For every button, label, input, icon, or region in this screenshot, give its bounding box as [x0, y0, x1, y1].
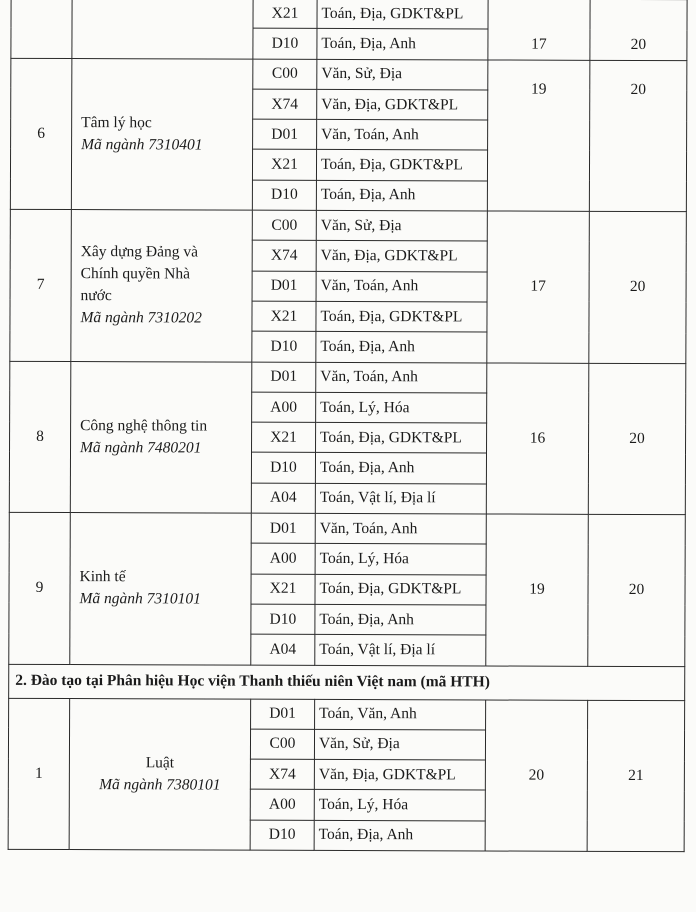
row-number-cell: 8: [9, 361, 71, 513]
combination-subjects-cell: Toán, Địa, Anh: [316, 180, 487, 211]
score-cell-1: 19: [487, 60, 590, 212]
combination-code-cell: X21: [252, 301, 316, 332]
combination-code-cell: D10: [252, 331, 316, 362]
score-cell-1: 20: [485, 700, 588, 852]
score-cell-1: 17: [487, 211, 590, 363]
section-title: 2. Đào tạo tại Phân hiệu Học viện Thanh thiếu niên Việt nam (mã HTH): [9, 664, 685, 700]
major-code: Mã ngành 7480201: [79, 438, 202, 457]
combination-subjects-cell: Toán, Vật lí, Địa lí: [315, 635, 486, 666]
combination-subjects-cell: Toán, Địa, Anh: [316, 332, 487, 363]
combination-code-cell: D01: [252, 362, 316, 393]
combination-code-cell: C00: [250, 729, 314, 760]
combination-code-cell: D01: [251, 513, 315, 544]
combination-subjects-cell: Văn, Toán, Anh: [316, 271, 487, 302]
section-row: [9, 664, 685, 700]
major-name: Xây dựng Đảng và: [80, 243, 199, 261]
major-name: Chính quyền Nhà: [80, 265, 191, 283]
combination-code-cell: D10: [253, 28, 317, 59]
combination-subjects-cell: Văn, Toán, Anh: [315, 513, 486, 544]
combination-subjects-cell: Văn, Sử, Địa: [316, 210, 487, 241]
combination-code-cell: C00: [253, 59, 317, 90]
combination-subjects-cell: Toán, Địa, GDKT&PL: [316, 423, 487, 454]
combination-code-cell: A00: [251, 544, 315, 575]
table-row: [11, 0, 687, 30]
combination-code-cell: D10: [251, 604, 315, 635]
combination-subjects-cell: Toán, Địa, GDKT&PL: [315, 574, 486, 605]
combination-code-cell: X21: [252, 150, 316, 181]
admission-table: [8, 0, 688, 852]
score-cell-2: 21: [587, 700, 685, 852]
combination-code-cell: A04: [251, 483, 315, 514]
combination-code-cell: D10: [251, 453, 315, 484]
combination-subjects-cell: Văn, Sử, Địa: [317, 59, 488, 90]
combination-code-cell: X21: [251, 574, 315, 605]
score-cell-2: 20: [590, 0, 687, 60]
combination-subjects-cell: Toán, Lý, Hóa: [316, 392, 487, 423]
row-number-cell: 1: [8, 698, 70, 850]
combination-code-cell: D01: [252, 271, 316, 302]
major-cell: [70, 513, 252, 665]
combination-code-cell: A00: [250, 790, 314, 821]
combination-code-cell: X74: [253, 89, 317, 120]
combination-subjects-cell: Toán, Địa, Anh: [315, 453, 486, 484]
combination-code-cell: D01: [251, 699, 315, 730]
major-code: Mã ngành 7310202: [80, 309, 202, 327]
combination-subjects-cell: Toán, Địa, GDKT&PL: [316, 301, 487, 332]
score-cell-2: 20: [589, 60, 687, 212]
combination-subjects-cell: Văn, Sử, Địa: [314, 729, 485, 760]
major-code: Mã ngành 7380101: [99, 775, 221, 794]
score-cell-2: 20: [588, 514, 686, 666]
combination-code-cell: D10: [250, 820, 314, 851]
major-name: Công nghệ thông tin: [80, 416, 208, 435]
major-name: Tâm lý học: [81, 113, 152, 132]
major-cell: [69, 698, 251, 850]
admission-table-body: [8, 0, 687, 852]
combination-subjects-cell: Toán, Lý, Hóa: [315, 544, 486, 575]
combination-code-cell: X21: [252, 422, 316, 453]
score-cell-1: 17: [488, 0, 590, 60]
combination-subjects-cell: Văn, Địa, GDKT&PL: [316, 241, 487, 272]
combination-code-cell: A00: [252, 392, 316, 423]
combination-code-cell: C00: [252, 210, 316, 241]
major-name: nước: [80, 287, 112, 305]
combination-subjects-cell: Văn, Địa, GDKT&PL: [314, 760, 485, 791]
combination-subjects-cell: Toán, Địa, GDKT&PL: [317, 0, 488, 29]
combination-subjects-cell: Toán, Văn, Anh: [315, 699, 486, 730]
combination-code-cell: X21: [253, 0, 317, 29]
table-row: [10, 209, 686, 242]
table-row: [9, 698, 685, 731]
combination-subjects-cell: Toán, Địa, Anh: [314, 820, 485, 851]
combination-code-cell: X74: [250, 759, 314, 790]
combination-code-cell: X74: [252, 241, 316, 272]
major-cell: [71, 210, 253, 362]
table-row: [9, 512, 685, 545]
major-cell: [71, 58, 253, 210]
combination-subjects-cell: Văn, Toán, Anh: [317, 120, 488, 151]
row-number-cell: 7: [10, 209, 72, 361]
row-number-cell: 9: [9, 512, 71, 664]
combination-subjects-cell: Toán, Lý, Hóa: [314, 790, 485, 821]
major-cell: [72, 0, 253, 59]
row-number-cell: 6: [10, 58, 72, 210]
row-number-cell: [11, 0, 72, 58]
table-row: [11, 58, 687, 91]
major-code: Mã ngành 7310101: [79, 590, 201, 608]
major-name: Kinh tế: [79, 568, 126, 586]
score-cell-1: 16: [486, 363, 589, 515]
table-row: [10, 361, 686, 394]
combination-subjects-cell: Toán, Địa, GDKT&PL: [316, 150, 487, 181]
combination-code-cell: D01: [253, 119, 317, 150]
major-code: Mã ngành 7310401: [81, 135, 203, 154]
combination-code-cell: D10: [252, 180, 316, 211]
combination-code-cell: A04: [251, 634, 315, 665]
combination-subjects-cell: Toán, Vật lí, Địa lí: [315, 483, 486, 514]
major-cell: [70, 361, 252, 513]
combination-subjects-cell: Văn, Toán, Anh: [316, 362, 487, 393]
major-name: Luật: [145, 754, 175, 772]
combination-subjects-cell: Văn, Địa, GDKT&PL: [317, 89, 488, 120]
score-cell-2: 20: [589, 211, 687, 363]
score-cell-2: 20: [588, 363, 686, 515]
score-cell-1: 19: [486, 514, 589, 666]
combination-subjects-cell: Toán, Địa, Anh: [315, 604, 486, 635]
combination-subjects-cell: Toán, Địa, Anh: [317, 29, 488, 60]
